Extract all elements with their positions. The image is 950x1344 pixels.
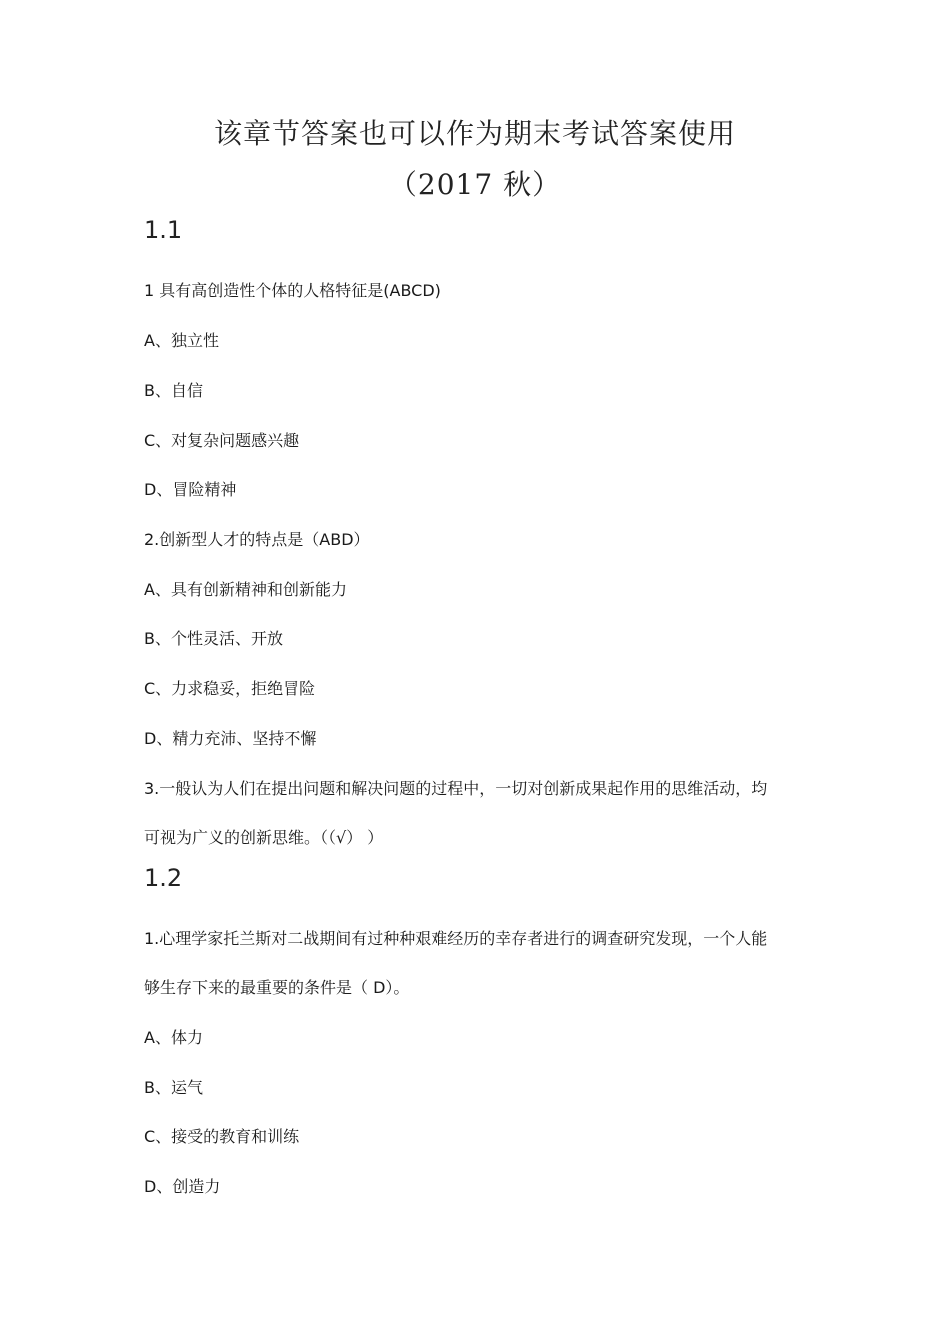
option-line: A、体力 bbox=[144, 1028, 203, 1047]
option-line: B、个性灵活、开放 bbox=[144, 629, 283, 648]
option-line: D、冒险精神 bbox=[144, 480, 237, 499]
option-line: D、精力充沛、坚持不懈 bbox=[144, 729, 317, 748]
option-line: B、自信 bbox=[144, 381, 203, 400]
option-line: A、独立性 bbox=[144, 331, 219, 350]
option-line: C、对复杂问题感兴趣 bbox=[144, 431, 300, 450]
question-1-2-q1: 1.心理学家托兰斯对二战期间有过种种艰难经历的幸存者进行的调查研究发现，一个人能 bbox=[144, 929, 768, 948]
option-line: C、接受的教育和训练 bbox=[144, 1127, 300, 1146]
question-1-1-q3-cont: 可视为广义的创新思维。（（√） ） bbox=[144, 828, 384, 847]
question-1-1-q3: 3.一般认为人们在提出问题和解决问题的过程中，一切对创新成果起作用的思维活动，均 bbox=[144, 779, 768, 798]
question-1-1-q2: 2.创新型人才的特点是（ABD） bbox=[144, 530, 370, 549]
question-1-2-q1-cont: 够生存下来的最重要的条件是（ D）。 bbox=[144, 978, 410, 997]
document-subtitle: （2017 秋） bbox=[388, 168, 562, 201]
section-heading-1-2: 1.2 bbox=[144, 864, 183, 892]
section-heading-1-1: 1.1 bbox=[144, 216, 183, 244]
option-line: D、创造力 bbox=[144, 1177, 221, 1196]
question-1-1-q1: 1 具有高创造性个体的人格特征是(ABCD) bbox=[144, 281, 441, 300]
option-line: B、运气 bbox=[144, 1078, 203, 1097]
document-title: 该章节答案也可以作为期末考试答案使用 bbox=[213, 117, 736, 150]
option-line: C、力求稳妥，拒绝冒险 bbox=[144, 679, 316, 698]
option-line: A、具有创新精神和创新能力 bbox=[144, 580, 347, 599]
